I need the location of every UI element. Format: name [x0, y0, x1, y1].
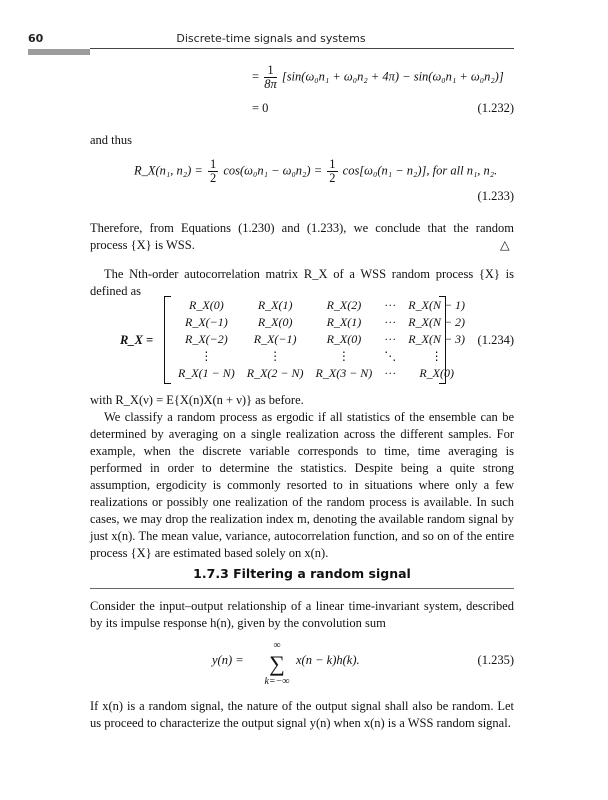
matrix-row: [172, 297, 471, 314]
matrix-cell: ⋮: [430, 349, 443, 363]
equation-number-1234: (1.234): [477, 333, 514, 347]
matrix-cell: R_X(1): [326, 315, 362, 329]
paragraph-wss-conclusion: [90, 220, 514, 254]
equation-number-1232: (1.232): [477, 101, 514, 115]
matrix-lhs: R_X =: [120, 333, 154, 347]
section-rule: [90, 588, 514, 589]
equation-1233-lhs: R_X(n₁, n₂) =: [134, 163, 203, 178]
equation-1232-line2: = 0: [252, 101, 269, 115]
matrix-left-bracket: [164, 296, 171, 384]
equation-1233: [134, 158, 497, 185]
paragraph-with-line: with R_X(ν) = E{X(n)X(n + ν)} as before.: [90, 393, 304, 407]
frac-numerator: 1: [329, 157, 336, 171]
matrix-row: [172, 348, 471, 365]
paragraph-filter-intro: Consider the input–output relationship of a linear time-invariant system, described by its impulse response h(n), given by the convolution sum: [90, 599, 514, 630]
matrix-cell: R_X(2): [326, 298, 362, 312]
autocorrelation-matrix: [164, 296, 466, 384]
matrix-cell: R_X(N − 2): [408, 315, 466, 329]
equation-number-1233: (1.233): [477, 189, 514, 203]
equation-1235-rhs: x(n − k)h(k).: [296, 653, 360, 667]
and-thus-text: and thus: [90, 133, 133, 147]
page-number: 60: [28, 32, 44, 45]
matrix-cell: R_X(3 − N): [315, 366, 373, 380]
equals-sign: =: [252, 69, 260, 84]
equation-1232-expression: [sin(ω₀n₁ + ω₀n₂ + 4π) − sin(ω₀n₁ + ω₀n₂)]: [281, 69, 504, 84]
header-tab-bar: [28, 49, 90, 55]
matrix-cell: R_X(N − 1): [408, 298, 466, 312]
frac-denominator: 8π: [264, 77, 277, 91]
fraction-1-over-8pi: [264, 64, 277, 91]
matrix-cell: R_X(−1): [185, 315, 228, 329]
frac-numerator: 1: [264, 64, 277, 78]
sum-upper-limit: ∞: [273, 640, 281, 651]
paragraph-ergodic: We classify a random process as ergodic if all statistics of the ensemble can be determined by averaging on a single realization across the different samples. For example, when the discrete variable corresponds to time, time averaging is performed in order to determine the statistics. Despite being a quite strong assumption, ergodicity is commonly resorted to in situations where only a few realizations or possibly one realization of the random process is available. In such cases, we may drop the realization index m, denoting the available random signal by just x(n). The mean value, variance, autocorrelation function, and so on of the entire process {X} are estimated based solely on x(n).: [90, 410, 514, 560]
matrix-row: [172, 365, 471, 382]
matrix-cell: R_X(0): [419, 366, 454, 380]
matrix-row: [172, 314, 471, 331]
matrix-cell: ⋮: [200, 349, 213, 363]
sigma-symbol: ∑: [269, 651, 285, 676]
frac-numerator: 1: [209, 157, 217, 171]
matrix-cell: ⋮: [337, 349, 350, 363]
matrix-cell: ⋱: [384, 349, 397, 363]
header-rule: [90, 48, 514, 49]
matrix-cell: R_X(0): [326, 332, 362, 346]
running-title: Discrete-time signals and systems: [176, 32, 366, 45]
matrix-cell: R_X(N − 3): [408, 332, 466, 346]
matrix-cell: ···: [384, 298, 397, 312]
equation-number-1235: (1.235): [477, 653, 514, 667]
matrix-cell: R_X(0): [189, 298, 224, 312]
equation-1233-rhs: cos[ω₀(n₁ − n₂)], for all n₁, n₂.: [342, 163, 498, 178]
matrix-cell: R_X(0): [257, 315, 293, 329]
matrix-cell: R_X(−1): [253, 332, 297, 346]
section-heading: 1.7.3 Filtering a random signal: [193, 566, 411, 581]
matrix-cell: ···: [384, 366, 397, 380]
frac-denominator: 2: [329, 171, 336, 185]
matrix-cell: R_X(1): [257, 298, 293, 312]
summation-operator: [262, 640, 292, 688]
matrix-cell: R_X(1 − N): [178, 366, 235, 380]
matrix-cell: ···: [384, 315, 397, 329]
matrix-cell: ···: [384, 332, 397, 346]
sum-lower-limit: k=−∞: [264, 676, 290, 687]
fraction-half-1: [208, 158, 218, 185]
equation-1235-lhs: y(n) =: [212, 653, 244, 667]
end-of-example-mark: △: [500, 238, 510, 252]
matrix-entries: [172, 297, 471, 382]
paragraph-wss-text: Therefore, from Equations (1.230) and (1.233), we conclude that the random process {X} is WSS.: [90, 221, 514, 252]
equation-1232-line1: [252, 64, 504, 91]
running-header: [28, 30, 514, 48]
equation-1233-middle: cos(ω₀n₁ − ω₀n₂) =: [223, 163, 323, 178]
fraction-half-2: [327, 158, 337, 185]
frac-denominator: 2: [209, 171, 217, 185]
matrix-cell: R_X(−2): [185, 332, 228, 346]
matrix-cell: R_X(2 − N): [246, 366, 304, 380]
matrix-cell: ⋮: [269, 349, 282, 363]
matrix-row: [172, 331, 471, 348]
paragraph-matrix-definition: The Nth-order autocorrelation matrix R_X of a WSS random process {X} is defined as: [90, 267, 514, 298]
paragraph-final: If x(n) is a random signal, the nature of the output signal shall also be random. Let us proceed to characterize the output signal y(n) when x(n) is a WSS random signal.: [90, 699, 514, 730]
